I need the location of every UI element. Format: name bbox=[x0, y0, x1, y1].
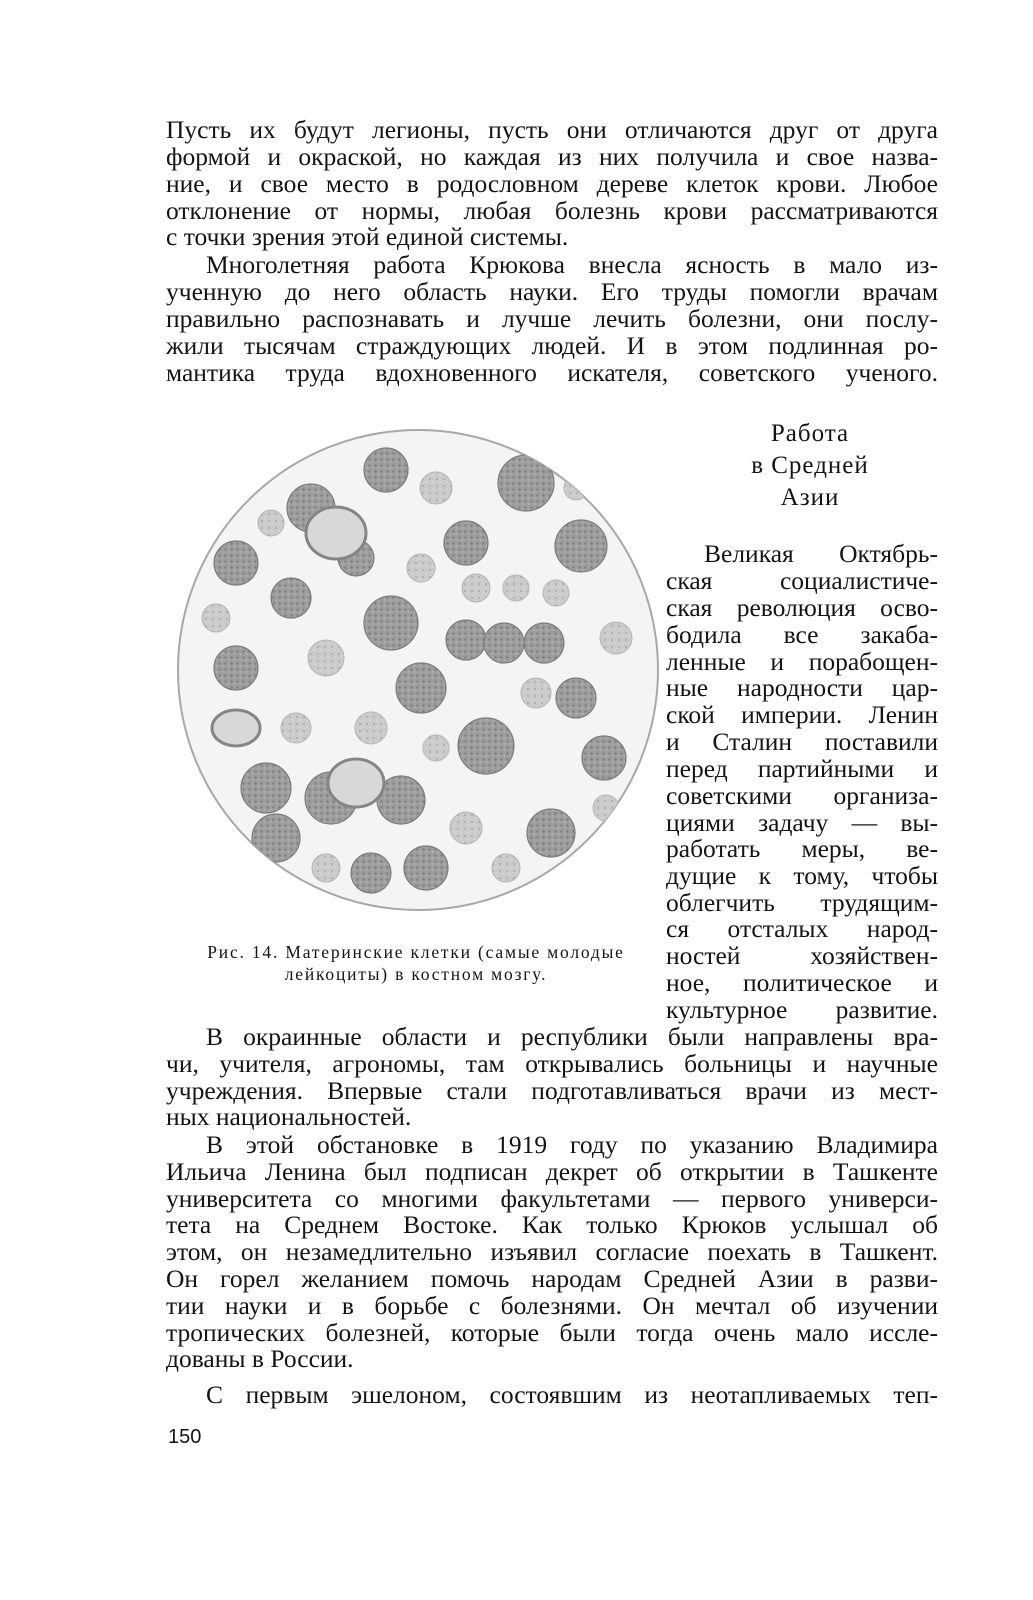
cell bbox=[458, 718, 514, 774]
cell bbox=[364, 448, 408, 492]
cell bbox=[281, 713, 311, 743]
heading-line: Азии bbox=[780, 484, 840, 511]
caption-line: лейкоциты) в костном мозгу. bbox=[284, 964, 548, 984]
cell bbox=[355, 712, 387, 744]
cell bbox=[308, 640, 344, 676]
cell bbox=[444, 521, 488, 565]
ring-cell bbox=[328, 759, 384, 807]
caption-line: Рис. 14. Материнские клетки (самые молодые bbox=[207, 942, 625, 962]
cell bbox=[524, 623, 564, 663]
cell bbox=[503, 575, 529, 601]
cell bbox=[462, 574, 490, 602]
ring-cell bbox=[306, 507, 366, 559]
ring-cell bbox=[212, 710, 260, 746]
cell bbox=[498, 455, 554, 511]
cell bbox=[258, 510, 284, 536]
cell bbox=[351, 853, 391, 893]
cell bbox=[241, 763, 291, 813]
cell bbox=[423, 735, 449, 761]
cell bbox=[271, 578, 311, 618]
cell bbox=[450, 812, 482, 844]
cell bbox=[202, 604, 230, 632]
page-number: 150 bbox=[168, 1426, 202, 1448]
cell bbox=[543, 580, 569, 606]
heading-line: Работа bbox=[770, 420, 850, 447]
cell bbox=[600, 622, 632, 654]
cell bbox=[556, 678, 596, 718]
cell bbox=[407, 554, 435, 582]
cell bbox=[252, 814, 300, 862]
cell bbox=[214, 541, 258, 585]
cell bbox=[582, 736, 626, 780]
microscope-cells-figure bbox=[176, 428, 660, 912]
cell bbox=[364, 596, 418, 650]
cell bbox=[404, 846, 448, 890]
cell bbox=[396, 663, 446, 713]
cell bbox=[420, 472, 452, 504]
cell bbox=[492, 854, 520, 882]
cell bbox=[521, 678, 551, 708]
heading-line: в Средней bbox=[751, 452, 869, 479]
cell bbox=[312, 854, 340, 882]
cell bbox=[555, 520, 607, 572]
cell bbox=[446, 620, 486, 660]
cell bbox=[484, 623, 524, 663]
cell bbox=[527, 809, 575, 857]
cell bbox=[214, 646, 258, 690]
